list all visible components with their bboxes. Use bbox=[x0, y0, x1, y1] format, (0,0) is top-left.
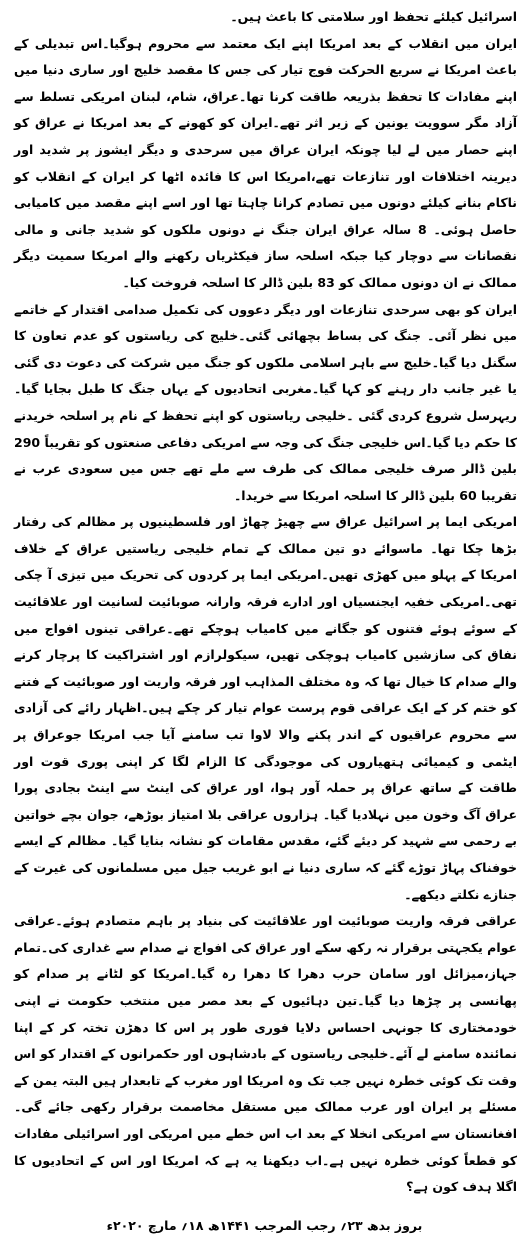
article-body bbox=[14, 4, 517, 1201]
article-paragraph: عراقی فرقہ واریت صوبائیت اور علاقائیت کی بنیاد پر باہم متصادم ہوئے۔عراقی عوام یکجہتی برقرار نہ رکھ سکے اور عراق کی افواج نے صدام سے غداری کی۔تمام جہاز،میزائل اور سامان حرب دھرا کا دھرا رہ گیا۔امریکا کو لٹانے پر صدام کو پھانسی پر چڑھا دیا گیا۔تین دہائیوں کے بعد مصر میں منتخب حکومت نے اپنی خودمختاری کا جونہی احساس دلایا فوری طور پر اس کا دھڑن تختہ کر کے اپنا نمائندہ سامنے لے آئے۔خلیجی ریاستوں کے بادشاہوں اور حکمرانوں کے اقتدار کو اس وقت تک کوئی خطرہ نہیں جب تک وہ امریکا اور مغرب کے تابعدار ہیں البتہ یمن کے مسئلے پر ایران اور عرب ممالک میں مستقل مخاصمت برقرار رکھی جائے گی۔افغانستان سے امریکی انخلا کے بعد اب اس خطے میں امریکی اور اسرائیلی مفادات کو قطعاً کوئی خطرہ نہیں ہے۔اب دیکھنا یہ ہے کہ امریکا اور اس کے اتحادیوں کا اگلا ہدف کون ہے؟ bbox=[14, 913, 517, 1195]
article-paragraph: امریکی ایما پر اسرائیل عراق سے چھیڑ چھاڑ اور فلسطینیوں پر مظالم کی رفتار بڑھا چکا تھا۔ ماسوائے دو تین ممالک کے تمام خلیجی ریاستیں عراق کے خلاف امریکا کے پہلو میں کھڑی تھیں۔امریکی ایما پر کردوں کی تحریک میں تیزی آ چکی تھی۔امریکی خفیہ ایجنسیاں اور ادارے فرقہ وارانہ صوبائیت لسانیت اور علاقائیت کے سوئے ہوئے فتنوں کو جگانے میں کامیاب ہوچکے تھے۔عراقی تینوں افواج میں نفاق کی سازشیں کامیاب ہوچکی تھیں، سیکولرازم اور اشتراکیت کا پرچار کرنے والے صدام کا خیال تھا کہ وہ مختلف المذاہب اور فرقہ واریت اور صوبائیت کے فتنے کو ختم کر کے ایک عراقی قوم پرست عوام تیار کر چکے ہیں۔اظہار رائے کی آزادی سے محروم عراقیوں کے اندر پکنے والا لاوا تب سامنے آیا جب امریکا جوعراق پر ایٹمی و کیمیائی ہتھیاروں کی موجودگی کا الزام لگا کر اپنی پوری قوت اور طاقت کے ساتھ عراق پر حملہ آور ہوا، اور عراق کی اینٹ سے اینٹ بجادی پورا عراق آگ وخون میں نہلادیا گیا۔ ہزاروں عراقی بلا امتیاز بوڑھے، جوان بچے خواتین بے رحمی سے شہید کر دیئے گئے، مقدس مقامات کو نشانہ بنایا گیا۔ مظالم کے ایسے خوفناک پہاڑ توڑے گئے کہ ساری دنیا نے ابو غریب جیل میں مسلمانوں کی غیرت کے جنازے نکلتے دیکھے۔ bbox=[14, 514, 517, 902]
article-paragraph: اسرائیل کیلئے تحفظ اور سلامتی کا باعث ہیں۔ bbox=[230, 9, 517, 24]
article-dateline: بروز بدھ ۲۳؍ رجب المرجب ۱۴۴۱ھ ۱۸؍ مارچ ۲۰۲۰ء bbox=[106, 1218, 423, 1233]
article-paragraph: ایران میں انقلاب کے بعد امریکا اپنے ایک معتمد سے محروم ہوگیا۔اس تبدیلی کے باعث امریکا نے سریع الحرکت فوج تیار کی جس کا مقصد خلیج اور ساری دنیا میں اپنے مفادات کا تحفظ بذریعہ طاقت کرنا تھا۔عراق، شام، لبنان امریکی تسلط سے آزاد مگر سوویت یونین کے زیر اثر تھے۔ایران کو کھونے کے بعد امریکا نے عراق کو اپنے حصار میں لے لیا چونکہ ایران عراق میں سرحدی و دیگر ایشوز پر شدید اور دیرینہ اختلافات اور تنازعات تھے،امریکا اس کا فائدہ اٹھا کر ایران کے انقلاب کو ناکام بنانے کیلئے دونوں میں تصادم کرانا چاہتا تھا اور اسے اپنے مقصد میں کامیابی حاصل ہوئی۔ 8 سالہ عراق ایران جنگ نے دونوں ملکوں کو شدید جانی و مالی نقصانات سے دوچار کیا جبکہ اسلحہ ساز فیکٹریاں رکھنے والے امریکا سمیت دیگر ممالک نے ان دونوں ممالک کو 83 بلین ڈالر کا اسلحہ فروخت کیا۔ bbox=[14, 35, 517, 290]
article-paragraph: ایران کو بھی سرحدی تنازعات اور دیگر دعووں کی تکمیل صدامی اقتدار کے خاتمے میں نظر آئی۔ جنگ کی بساط بچھائی گئی۔خلیج کی ریاستوں کو عدم تعاون کا سگنل دیا گیا۔خلیج سے باہر اسلامی ملکوں کو جنگ میں شرکت کی دعوت دی گئی یا غیر جانب دار رہنے کو کہا گیا۔مغربی اتحادیوں کے یہاں جنگ کا طبل بجایا گیا۔ریہرسل شروع کردی گئی ۔خلیجی ریاستوں کو اپنے تحفظ کے نام پر اسلحہ خریدنے کا حکم دیا گیا۔اس خلیجی جنگ کی وجہ سے امریکی دفاعی صنعتوں کو تقریباً 290 بلین ڈالر صرف خلیجی ممالک کی طرف سے ملے تھے جس میں سعودی عرب نے تقریبا 60 بلین ڈالر کا اسلحہ امریکا سے خریدا۔ bbox=[14, 301, 517, 503]
